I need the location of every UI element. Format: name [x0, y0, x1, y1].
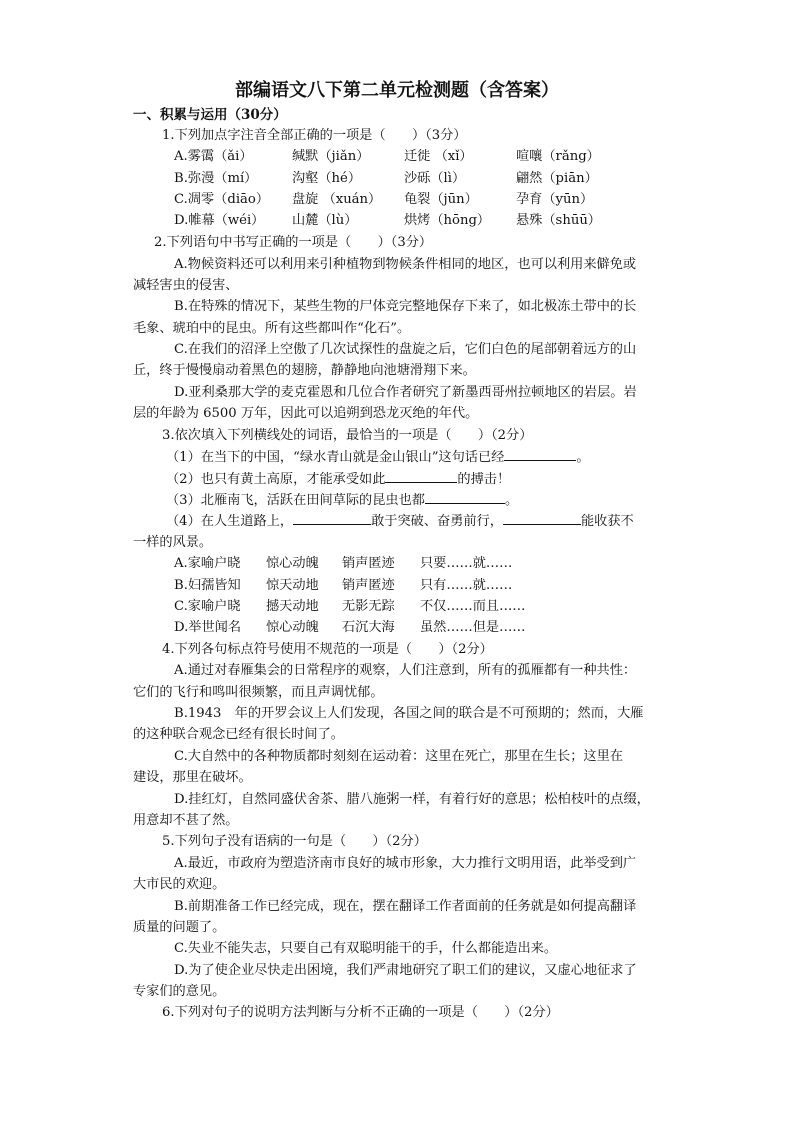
option-cell: 沟壑（hé） — [292, 171, 362, 186]
sentence-text: （1）在当下的中国，“绿水青山就是金山银山”这句话已经 — [166, 450, 505, 465]
option-cell: 惊心动魄 — [266, 620, 319, 635]
question-3-sentence-4-cont: 一样的风景。 — [133, 535, 213, 550]
question-3-sentence-3 — [166, 491, 518, 510]
question-4-line: B.1943 年的开罗会议上人们发现，各国之间的联合是不可预期的；然而，大雁 — [174, 706, 644, 721]
option-cell: B.弥漫（mí） — [174, 171, 258, 186]
question-4-line: D.挂红灯，自然同盛伏舍茶、腊八施粥一样，有着行好的意思；松柏枝叶的点缀， — [174, 792, 650, 807]
page-title: 部编语文八下第二单元检测题（含答案） — [235, 80, 559, 101]
option-cell: 龟裂（jūn） — [404, 192, 478, 207]
question-3-stem: 3.依次填入下列横线处的词语，最恰当的一项是（ ）（2分） — [162, 428, 533, 443]
option-cell: 只要……就…… — [420, 556, 513, 571]
option-cell: 只有……就…… — [420, 578, 513, 593]
option-cell: D.举世闻名 — [174, 620, 242, 635]
question-4-line: 它们的飞行和鸣叫很频繁，而且声调忧郁。 — [133, 685, 384, 700]
option-cell: 迁徙 （xǐ） — [404, 149, 473, 164]
option-cell: 盘旋 （xuán） — [292, 192, 382, 207]
sentence-text: 。 — [504, 493, 519, 508]
option-cell: C.家喻户晓 — [174, 599, 241, 614]
question-6-stem: 6.下列对句子的说明方法判断与分析不正确的一项是（ ）（2分） — [162, 1005, 559, 1020]
question-2-line: 丘，终于慢慢扇动着黑色的翅膀，静静地向池塘滑翔下来。 — [133, 363, 476, 378]
fill-blank[interactable] — [293, 512, 371, 525]
option-cell: 销声匿迹 — [342, 556, 395, 571]
question-4-line: A.通过对春雁集会的日常程序的观察，人们注意到，所有的孤雁都有一种共性： — [174, 663, 637, 678]
question-5-line: 质量的问题了。 — [133, 920, 226, 935]
option-cell: 撼天动地 — [266, 599, 319, 614]
sentence-text: 能收获不 — [580, 514, 634, 529]
question-5-line: 大市民的欢迎。 — [133, 877, 226, 892]
question-4-stem: 4.下列各句标点符号使用不规范的一项是（ ）（2分） — [162, 642, 493, 657]
question-5-line: A.最近，市政府为塑造济南市良好的城市形象，大力推行文明用语，此举受到广 — [174, 856, 637, 871]
question-2-line: B.在特殊的情况下，某些生物的尸体竞完整地保存下来了，如北极冻土带中的长 — [174, 299, 637, 314]
question-3-sentence-1 — [166, 448, 590, 467]
question-2-line: A.物候资料还可以利用来引种植物到物候条件相同的地区，也可以利用来僻免或 — [174, 257, 637, 272]
question-5-line: B.前期准备工作已经完成，现在，摆在翻译工作者面前的任务就是如何提高翻译 — [174, 899, 637, 914]
question-2-line: C.在我们的沼泽上空傲了几次试探性的盘旋之后，它们白色的尾部朝着远方的山 — [174, 342, 637, 357]
question-2-line: 毛象、琥珀中的昆虫。所有这些都叫作“化石”。 — [133, 321, 411, 336]
question-4-line: 的这种联合观念已经有很长时间了。 — [133, 727, 344, 742]
option-cell: 沙砾（lì） — [404, 171, 466, 186]
fill-blank[interactable] — [385, 470, 457, 483]
option-cell: 缄默（jiǎn） — [292, 149, 370, 164]
question-2-line: 减轻害虫的侵害、 — [133, 278, 239, 293]
option-cell: 惊天动地 — [266, 578, 319, 593]
fill-blank[interactable] — [504, 448, 576, 461]
sentence-text: 敢于突破、奋勇前行， — [371, 514, 503, 529]
question-4-line: C.大自然中的各种物质都时刻刻在运动着：这里在死亡，那里在生长；这里在 — [174, 749, 623, 764]
fill-blank[interactable] — [503, 512, 581, 525]
option-cell: 烘烤（hōng） — [404, 213, 491, 228]
option-cell: 孕育（yūn） — [516, 192, 594, 207]
question-5-line: D.为了使企业尽快走出困境，我们严肃地研究了职工们的建议，又虚心地征求了 — [174, 963, 637, 978]
option-cell: 虽然……但是…… — [420, 620, 526, 635]
sentence-text: 。 — [576, 450, 590, 465]
question-4-line: 用意却不甚了然。 — [133, 813, 239, 828]
fill-blank[interactable] — [425, 491, 505, 504]
question-2-line: 层的年龄为 6500 万年，因此可以追朔到恐龙灭绝的年代。 — [133, 406, 479, 421]
question-2-line: D.亚利桑那大学的麦克霍恩和几位合作者研究了新墨西哥州拉顿地区的岩层。岩 — [174, 385, 637, 400]
option-cell: 惊心动魄 — [266, 556, 319, 571]
question-5-line: C.失业不能失志，只要自己有双聪明能干的手，什么都能造出来。 — [174, 941, 558, 956]
question-5-stem: 5.下列句子没有语病的一句是（ ）（2分） — [162, 834, 427, 849]
option-cell: A.家喻户晓 — [174, 556, 241, 571]
sentence-text: 的搏击！ — [457, 472, 511, 487]
option-cell: 翩然（piān） — [516, 171, 598, 186]
option-cell: 喧嚷（rǎng） — [516, 149, 600, 164]
option-cell: 无影无踪 — [342, 599, 395, 614]
sentence-text: （2）也只有黄土高原，才能承受如此 — [166, 472, 386, 487]
option-cell: 山麓（lù） — [292, 213, 358, 228]
question-2-stem: 2.下列语句中书写正确的一项是（ ）（3分） — [154, 235, 433, 250]
question-4-line: 建设，那里在破坏。 — [133, 770, 252, 785]
question-3-sentence-4 — [166, 512, 634, 531]
option-cell: D.帷幕（wéi） — [174, 213, 265, 228]
option-cell: A.雾霭（ǎi） — [174, 149, 253, 164]
option-cell: 销声匿迹 — [342, 578, 395, 593]
option-cell: 悬殊（shūū） — [516, 213, 601, 228]
option-cell: B.妇孺皆知 — [174, 578, 241, 593]
question-3-sentence-2 — [166, 470, 510, 489]
option-cell: 石沉大海 — [342, 620, 395, 635]
option-cell: 不仅……而且…… — [420, 599, 526, 614]
section-heading: 一、积累与运用（30分） — [133, 107, 287, 123]
option-cell: C.凋零（diāo） — [174, 192, 270, 207]
sentence-text: （3）北雁南飞，活跃在田间草际的昆虫也都 — [166, 493, 425, 508]
sentence-text: （4）在人生道路上， — [166, 514, 294, 529]
question-5-line: 专家们的意见。 — [133, 984, 226, 999]
question-1-stem: 1.下列加点字注音全部正确的一项是（ ）（3分） — [162, 128, 467, 143]
